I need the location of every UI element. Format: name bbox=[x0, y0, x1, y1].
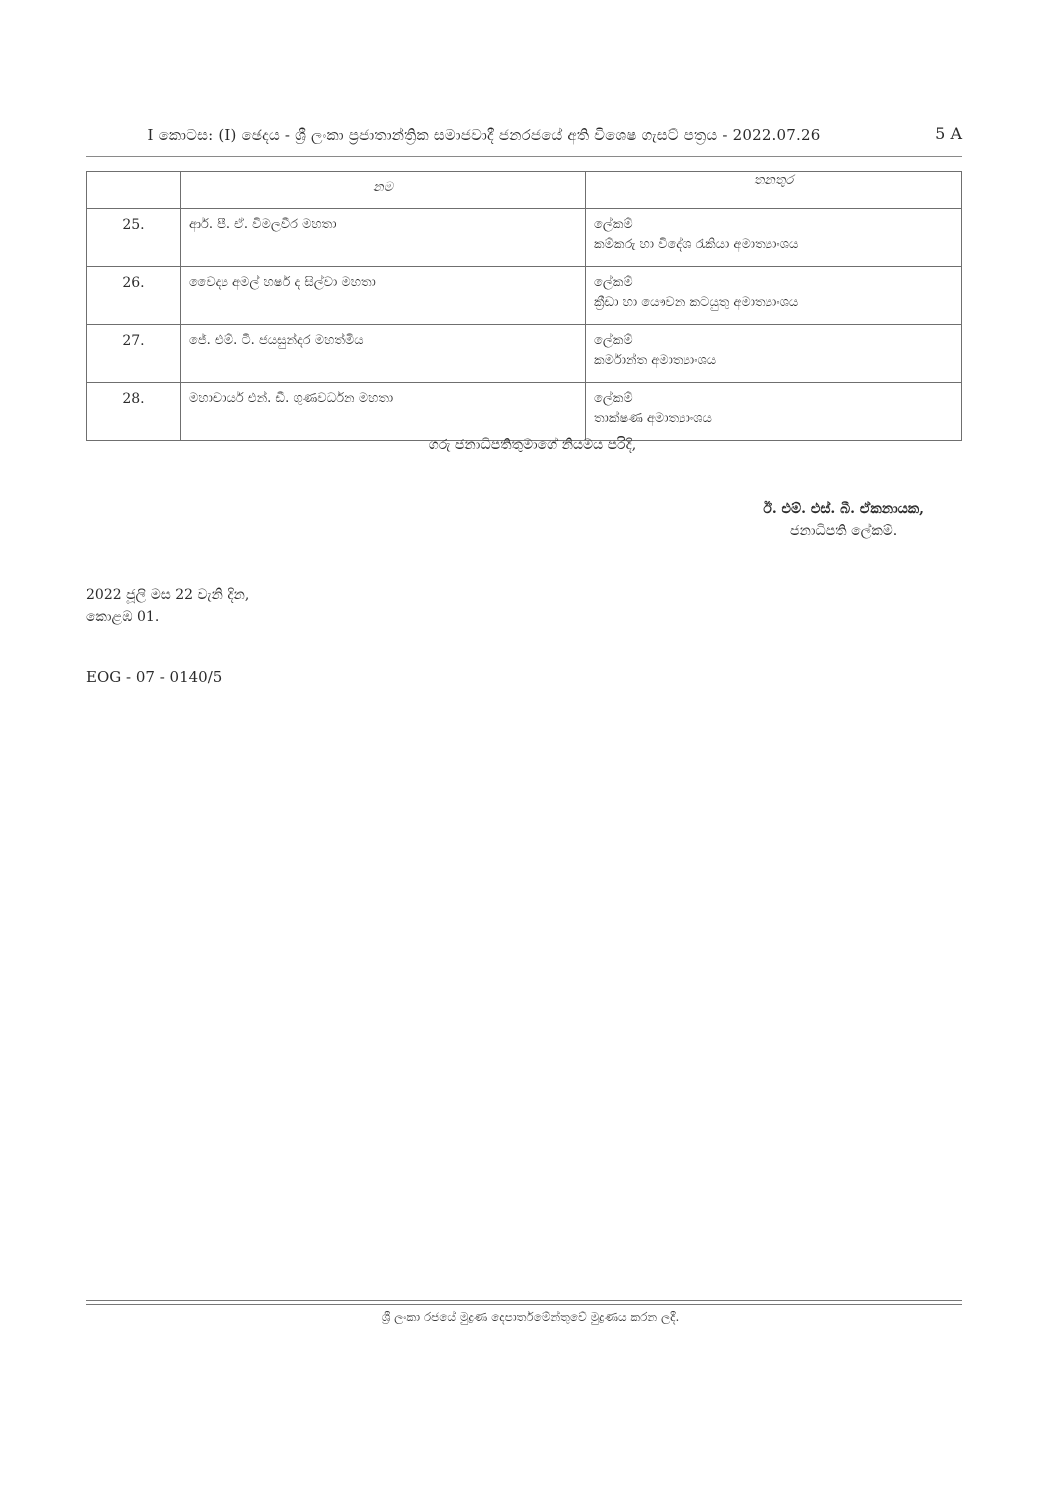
table-row bbox=[87, 209, 962, 267]
official-name: ජේ. එම්. ටී. ජයසුන්දර මහත්මිය bbox=[181, 325, 586, 383]
row-number: 25. bbox=[87, 209, 181, 267]
official-position bbox=[586, 383, 962, 441]
table-row bbox=[87, 383, 962, 441]
position-ministry: කර්මාන්ත අමාත්‍යාංශය bbox=[594, 353, 717, 368]
officials-table bbox=[86, 171, 962, 441]
column-header-position: තනතුර bbox=[586, 172, 962, 209]
signatory-title: ජනාධිපති ලේකම්. bbox=[789, 523, 898, 539]
position-title: ලේකම් bbox=[594, 217, 633, 232]
issue-place: කොළඹ 01. bbox=[86, 609, 160, 625]
column-header-name: නම bbox=[181, 172, 586, 209]
official-name: මහාචාර්ය එන්. ඩී. ගුණවර්ධන මහතා bbox=[181, 383, 586, 441]
issue-date: 2022 ජූලි මස 22 වැනි දින, bbox=[86, 587, 250, 603]
position-ministry: කම්කරු හා විදේශ රැකියා අමාත්‍යාංශය bbox=[594, 237, 799, 252]
row-number: 28. bbox=[87, 383, 181, 441]
signatory-name: ඊ. එම්. එස්. බී. ඒකනායක, bbox=[763, 501, 924, 517]
official-position bbox=[586, 267, 962, 325]
position-title: ලේකම් bbox=[594, 275, 633, 290]
official-position bbox=[586, 325, 962, 383]
page-number: 5 A bbox=[935, 124, 962, 143]
reference-code: EOG - 07 - 0140/5 bbox=[86, 668, 223, 686]
position-ministry: තාක්ෂණ අමාත්‍යාංශය bbox=[594, 411, 712, 426]
row-number: 26. bbox=[87, 267, 181, 325]
presidential-order-line: ගරු ජනාධිපතිතුමාගේ නියමය පරිදි, bbox=[428, 437, 637, 453]
table-header-row bbox=[87, 172, 962, 209]
table-row bbox=[87, 325, 962, 383]
official-name: වෛද්‍ය අමල් හර්ෂ ද සිල්වා මහතා bbox=[181, 267, 586, 325]
official-position bbox=[586, 209, 962, 267]
column-header-number bbox=[87, 172, 181, 209]
position-ministry: ක්‍රීඩා හා යෞවන කටයුතු අමාත්‍යාංශය bbox=[594, 295, 799, 310]
gazette-header-title: I කොටස: (I) ඡෙදය - ශ්‍රී ලංකා ප්‍රජාතාන්ත්‍රික සමාජවාදී ජනරජයේ අති විශෙෂ ගැසට් පත්‍රය - 2022.07.26 bbox=[147, 126, 821, 144]
page-header bbox=[86, 118, 962, 157]
official-name: ආර්. පී. ඒ. විමලවීර මහතා bbox=[181, 209, 586, 267]
date-place-block bbox=[86, 584, 249, 628]
printer-footer: ශ්‍රී ලංකා රජයේ මුද්‍රණ දෙපාර්තමේන්තුවේ මුද්‍රණය කරන ලදී. bbox=[381, 1310, 680, 1324]
signature-block bbox=[763, 498, 924, 542]
table-row bbox=[87, 267, 962, 325]
position-title: ලේකම් bbox=[594, 333, 633, 348]
position-title: ලේකම් bbox=[594, 391, 633, 406]
footer-divider bbox=[86, 1300, 962, 1301]
footer-divider bbox=[86, 1304, 962, 1305]
row-number: 27. bbox=[87, 325, 181, 383]
